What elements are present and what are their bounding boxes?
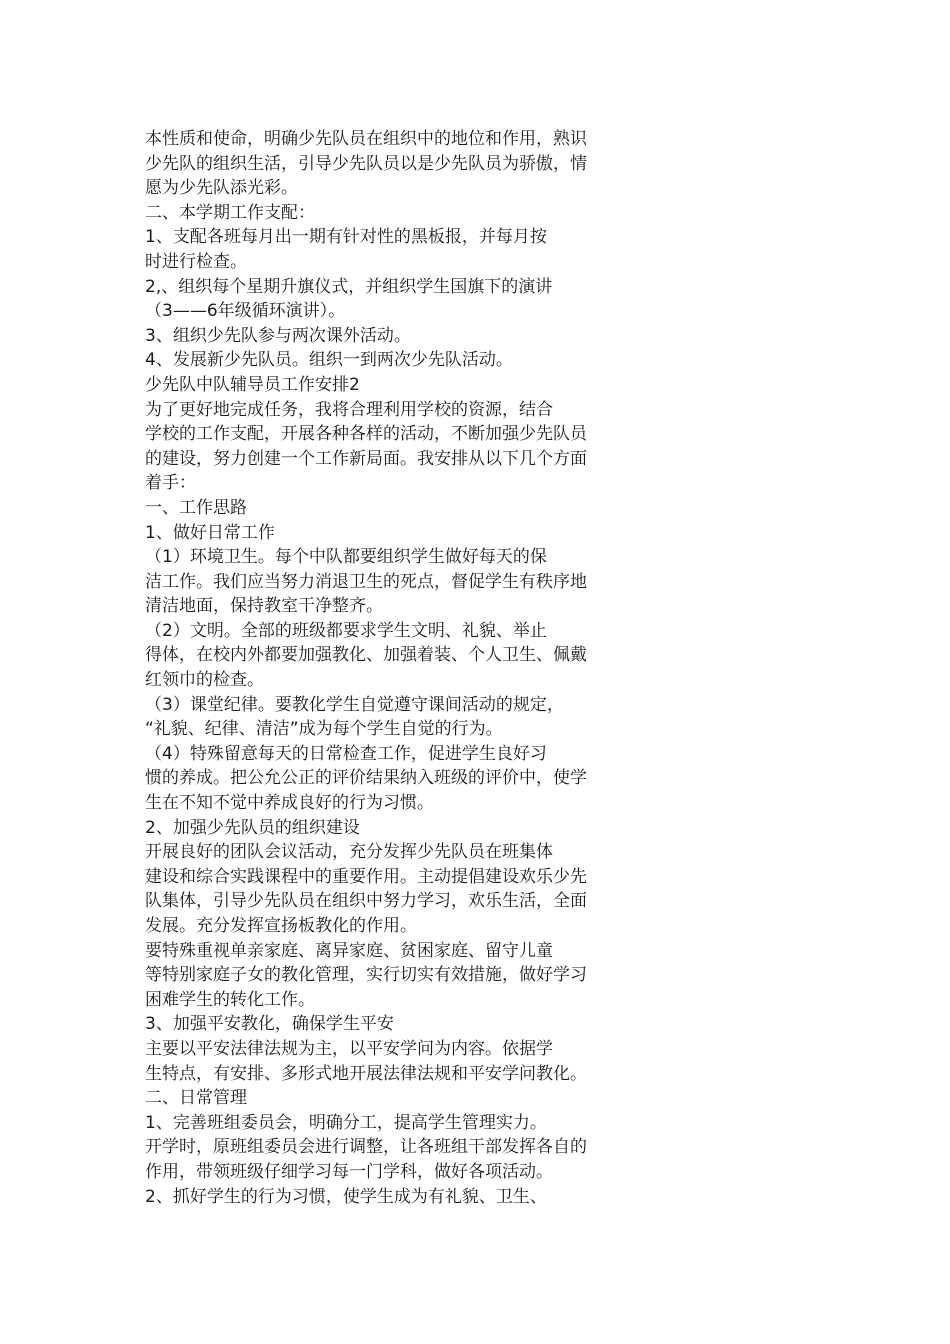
text-line: 本性质和使命，明确少先队员在组织中的地位和作用，熟识 (145, 129, 587, 149)
text-line: （3）课堂纪律。要教化学生自觉遵守课间活动的规定， (145, 694, 564, 715)
text-line: 惯的养成。把公允公正的评价结果纳入班级的评价中，使学 (145, 768, 587, 789)
text-line: 3、组织少先队参与两次课外活动。 (145, 325, 411, 346)
text-line: 红领巾的检查。 (145, 670, 264, 691)
text-line: 4、发展新少先队员。组织一到两次少先队活动。 (145, 350, 513, 371)
section-heading: 二、日常管理 (145, 1088, 247, 1109)
text-line: 生特点，有安排、多形式地开展法律法规和平安学问教化。 (145, 1063, 587, 1084)
text-line: 1、支配各班每月出一期有针对性的黑板报，并每月按 (145, 227, 547, 248)
text-line: 发展。充分发挥宣扬板教化的作用。 (145, 916, 417, 936)
text-line: 要特殊重视单亲家庭、离异家庭、贫困家庭、留守儿童 (145, 940, 553, 961)
text-line: 着手： (145, 473, 196, 494)
subsection-heading: 2、抓好学生的行为习惯，使学生成为有礼貌、卫生、 (145, 1186, 547, 1207)
document-body (145, 127, 645, 1209)
text-line: 生在不知不觉中养成良好的行为习惯。 (145, 793, 434, 814)
text-line: 开展良好的团队会议活动，充分发挥少先队员在班集体 (145, 842, 553, 863)
section-heading: 二、本学期工作支配： (145, 202, 315, 223)
text-line: 建设和综合实践课程中的重要作用。主动提倡建设欢乐少先 (145, 866, 587, 887)
text-line: 队集体，引导少先队员在组织中努力学习，欢乐生活，全面 (145, 891, 587, 912)
text-line: 的建设，努力创建一个工作新局面。我安排从以下几个方面 (145, 448, 587, 469)
text-line: 主要以平安法律法规为主，以平安学问为内容。依据学 (145, 1038, 553, 1059)
text-line: 学校的工作支配，开展各种各样的活动，不断加强少先队员 (145, 424, 587, 445)
text-line: 困难学生的转化工作。 (145, 989, 315, 1010)
text-line: （4）特殊留意每天的日常检查工作，促进学生良好习 (145, 743, 547, 764)
subsection-heading: 2、加强少先队员的组织建设 (145, 817, 360, 838)
text-line: 开学时，原班组委员会进行调整，让各班组干部发挥各自的 (145, 1137, 587, 1158)
text-line: 为了更好地完成任务，我将合理利用学校的资源，结合 (145, 399, 553, 420)
text-line: 少先队的组织生活，引导少先队员以是少先队员为骄傲，情 (145, 153, 587, 174)
text-line: 得体，在校内外都要加强教化、加强着装、个人卫生、佩戴 (145, 645, 587, 666)
text-line: （3——6年级循环演讲）。 (145, 301, 346, 322)
text-line: （1）环境卫生。每个中队都要组织学生做好每天的保 (145, 547, 547, 568)
text-line: “礼貌、纪律、清洁”成为每个学生自觉的行为。 (145, 719, 503, 740)
subsection-heading: 1、完善班组委员会，明确分工，提高学生管理实力。 (145, 1112, 547, 1133)
subsection-heading: 1、做好日常工作 (145, 522, 275, 543)
text-line: 时进行检查。 (145, 251, 247, 272)
text-line: 清洁地面，保持教室干净整齐。 (145, 596, 383, 617)
text-line: 洁工作。我们应当努力消退卫生的死点，督促学生有秩序地 (145, 571, 587, 592)
text-line: 愿为少先队添光彩。 (145, 178, 298, 199)
text-line: 作用，带领班级仔细学习每一门学科，做好各项活动。 (145, 1161, 553, 1182)
section-heading: 一、工作思路 (145, 497, 247, 518)
text-line: 等特别家庭子女的教化管理，实行切实有效措施，做好学习 (145, 965, 587, 986)
text-line: （2）文明。全部的班级都要求学生文明、礼貌、举止 (145, 620, 547, 641)
text-line: 2,、组织每个星期升旗仪式，并组织学生国旗下的演讲 (145, 276, 553, 297)
subsection-heading: 3、加强平安教化，确保学生平安 (145, 1014, 394, 1035)
document-title: 少先队中队辅导员工作安排2 (145, 374, 360, 395)
